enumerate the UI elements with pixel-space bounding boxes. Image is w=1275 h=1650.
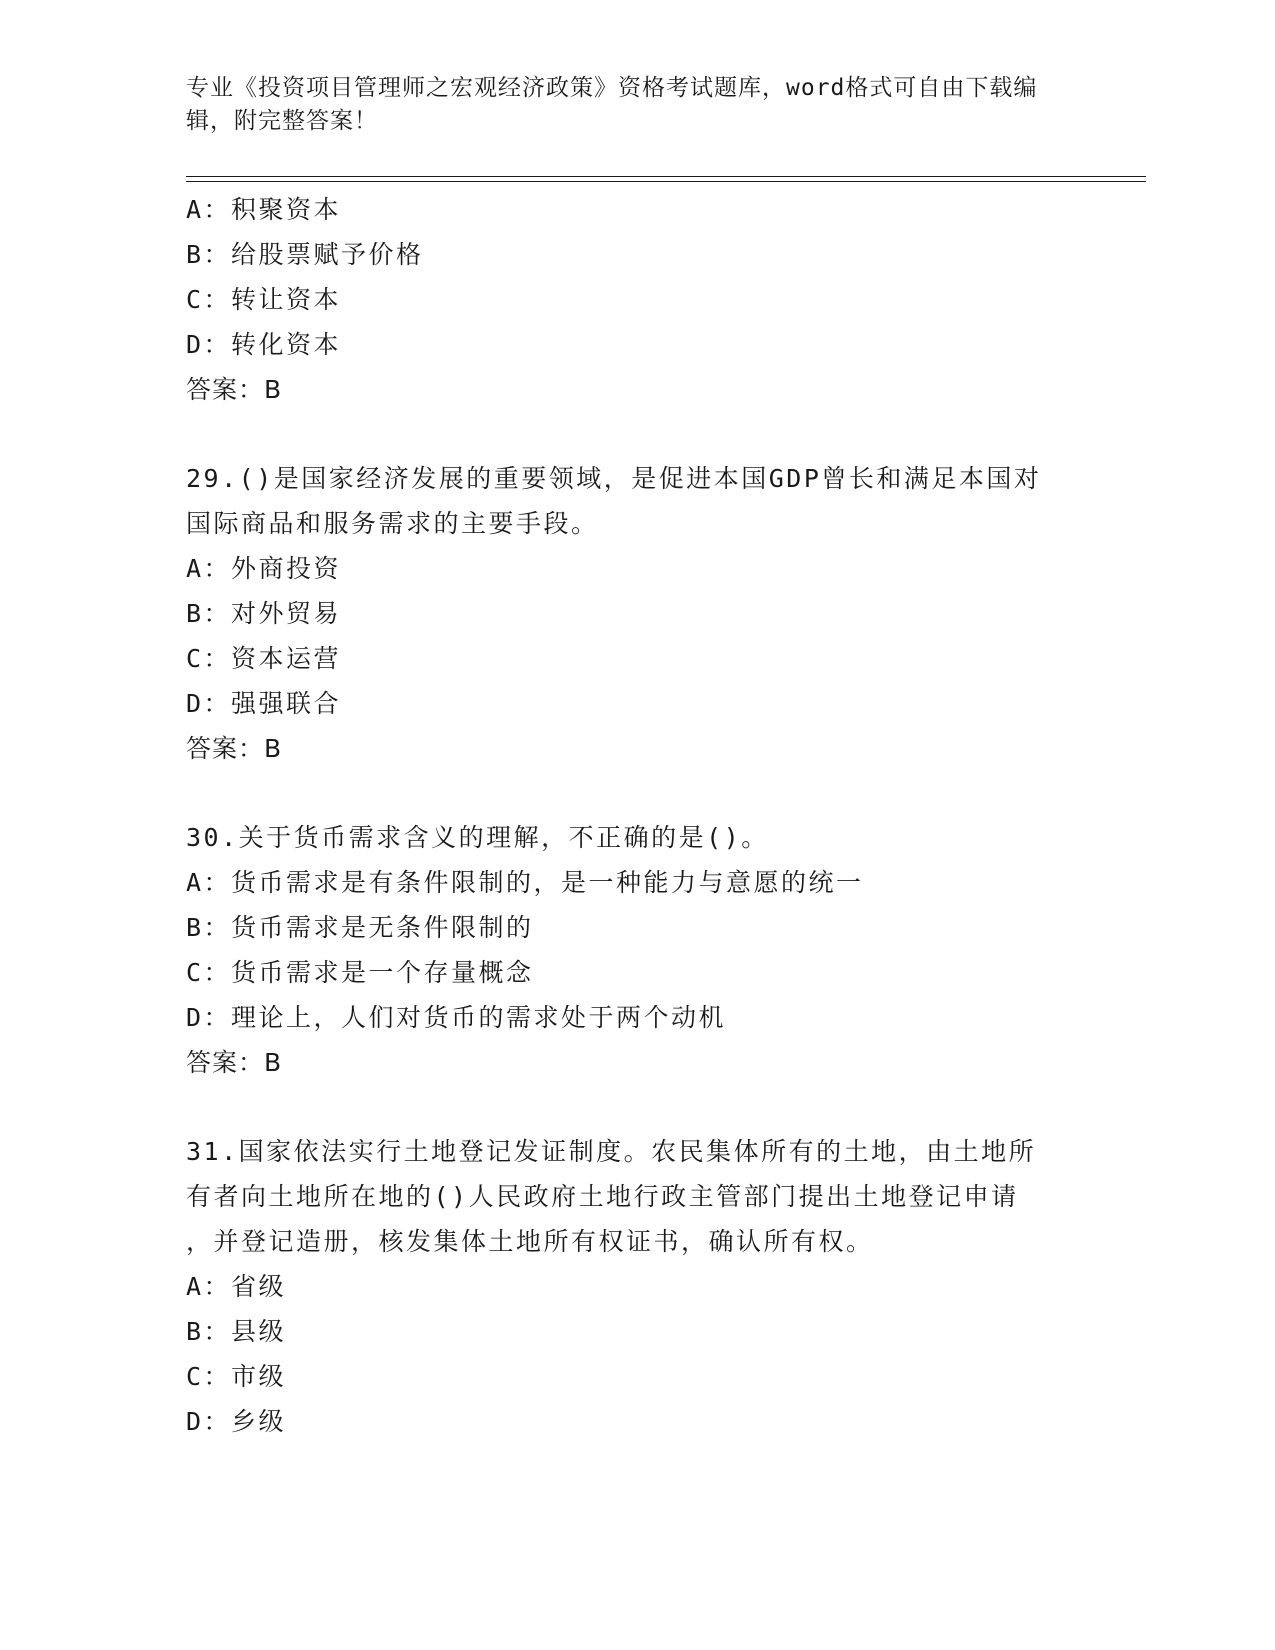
document-header: 专业《投资项目管理师之宏观经济政策》资格考试题库，word格式可自由下载编辑，附完整答案！ — [186, 75, 1038, 134]
question-stem-line: 国际商品和服务需求的主要手段。 — [186, 509, 599, 538]
option-a: A：货币需求是有条件限制的，是一种能力与意愿的统一 — [186, 868, 864, 897]
option-c: C：资本运营 — [186, 644, 342, 673]
option-d: D：理论上，人们对货币的需求处于两个动机 — [186, 1003, 727, 1032]
question-stem-line: ，并登记造册，核发集体土地所有权证书，确认所有权。 — [186, 1227, 874, 1256]
option-d: D：转化资本 — [186, 330, 342, 359]
option-b: B：给股票赋予价格 — [186, 240, 424, 269]
answer: 答案：B — [186, 375, 283, 404]
option-d: D：强强联合 — [186, 689, 342, 718]
option-a: A：省级 — [186, 1272, 287, 1301]
option-a: A：外商投资 — [186, 554, 342, 583]
question-stem-line: 30.关于货币需求含义的理解，不正确的是()。 — [186, 823, 769, 852]
header-divider-top — [186, 176, 1146, 177]
header-divider-bottom — [186, 181, 1146, 182]
option-b: B：货币需求是无条件限制的 — [186, 913, 534, 942]
question-stem-line: 有者向土地所在地的()人民政府土地行政主管部门提出土地登记申请 — [186, 1182, 1019, 1211]
answer: 答案：B — [186, 734, 283, 763]
option-b: B：县级 — [186, 1317, 287, 1346]
option-b: B：对外贸易 — [186, 599, 342, 628]
question-stem-line: 29.()是国家经济发展的重要领域，是促进本国GDP曾长和满足本国对 — [186, 464, 1042, 493]
option-d: D：乡级 — [186, 1407, 287, 1436]
option-c: C：市级 — [186, 1362, 287, 1391]
question-stem-line: 31.国家依法实行土地登记发证制度。农民集体所有的土地，由土地所 — [186, 1137, 1037, 1166]
answer: 答案：B — [186, 1048, 283, 1077]
option-c: C：转让资本 — [186, 285, 342, 314]
option-c: C：货币需求是一个存量概念 — [186, 958, 534, 987]
option-a: A：积聚资本 — [186, 195, 342, 224]
